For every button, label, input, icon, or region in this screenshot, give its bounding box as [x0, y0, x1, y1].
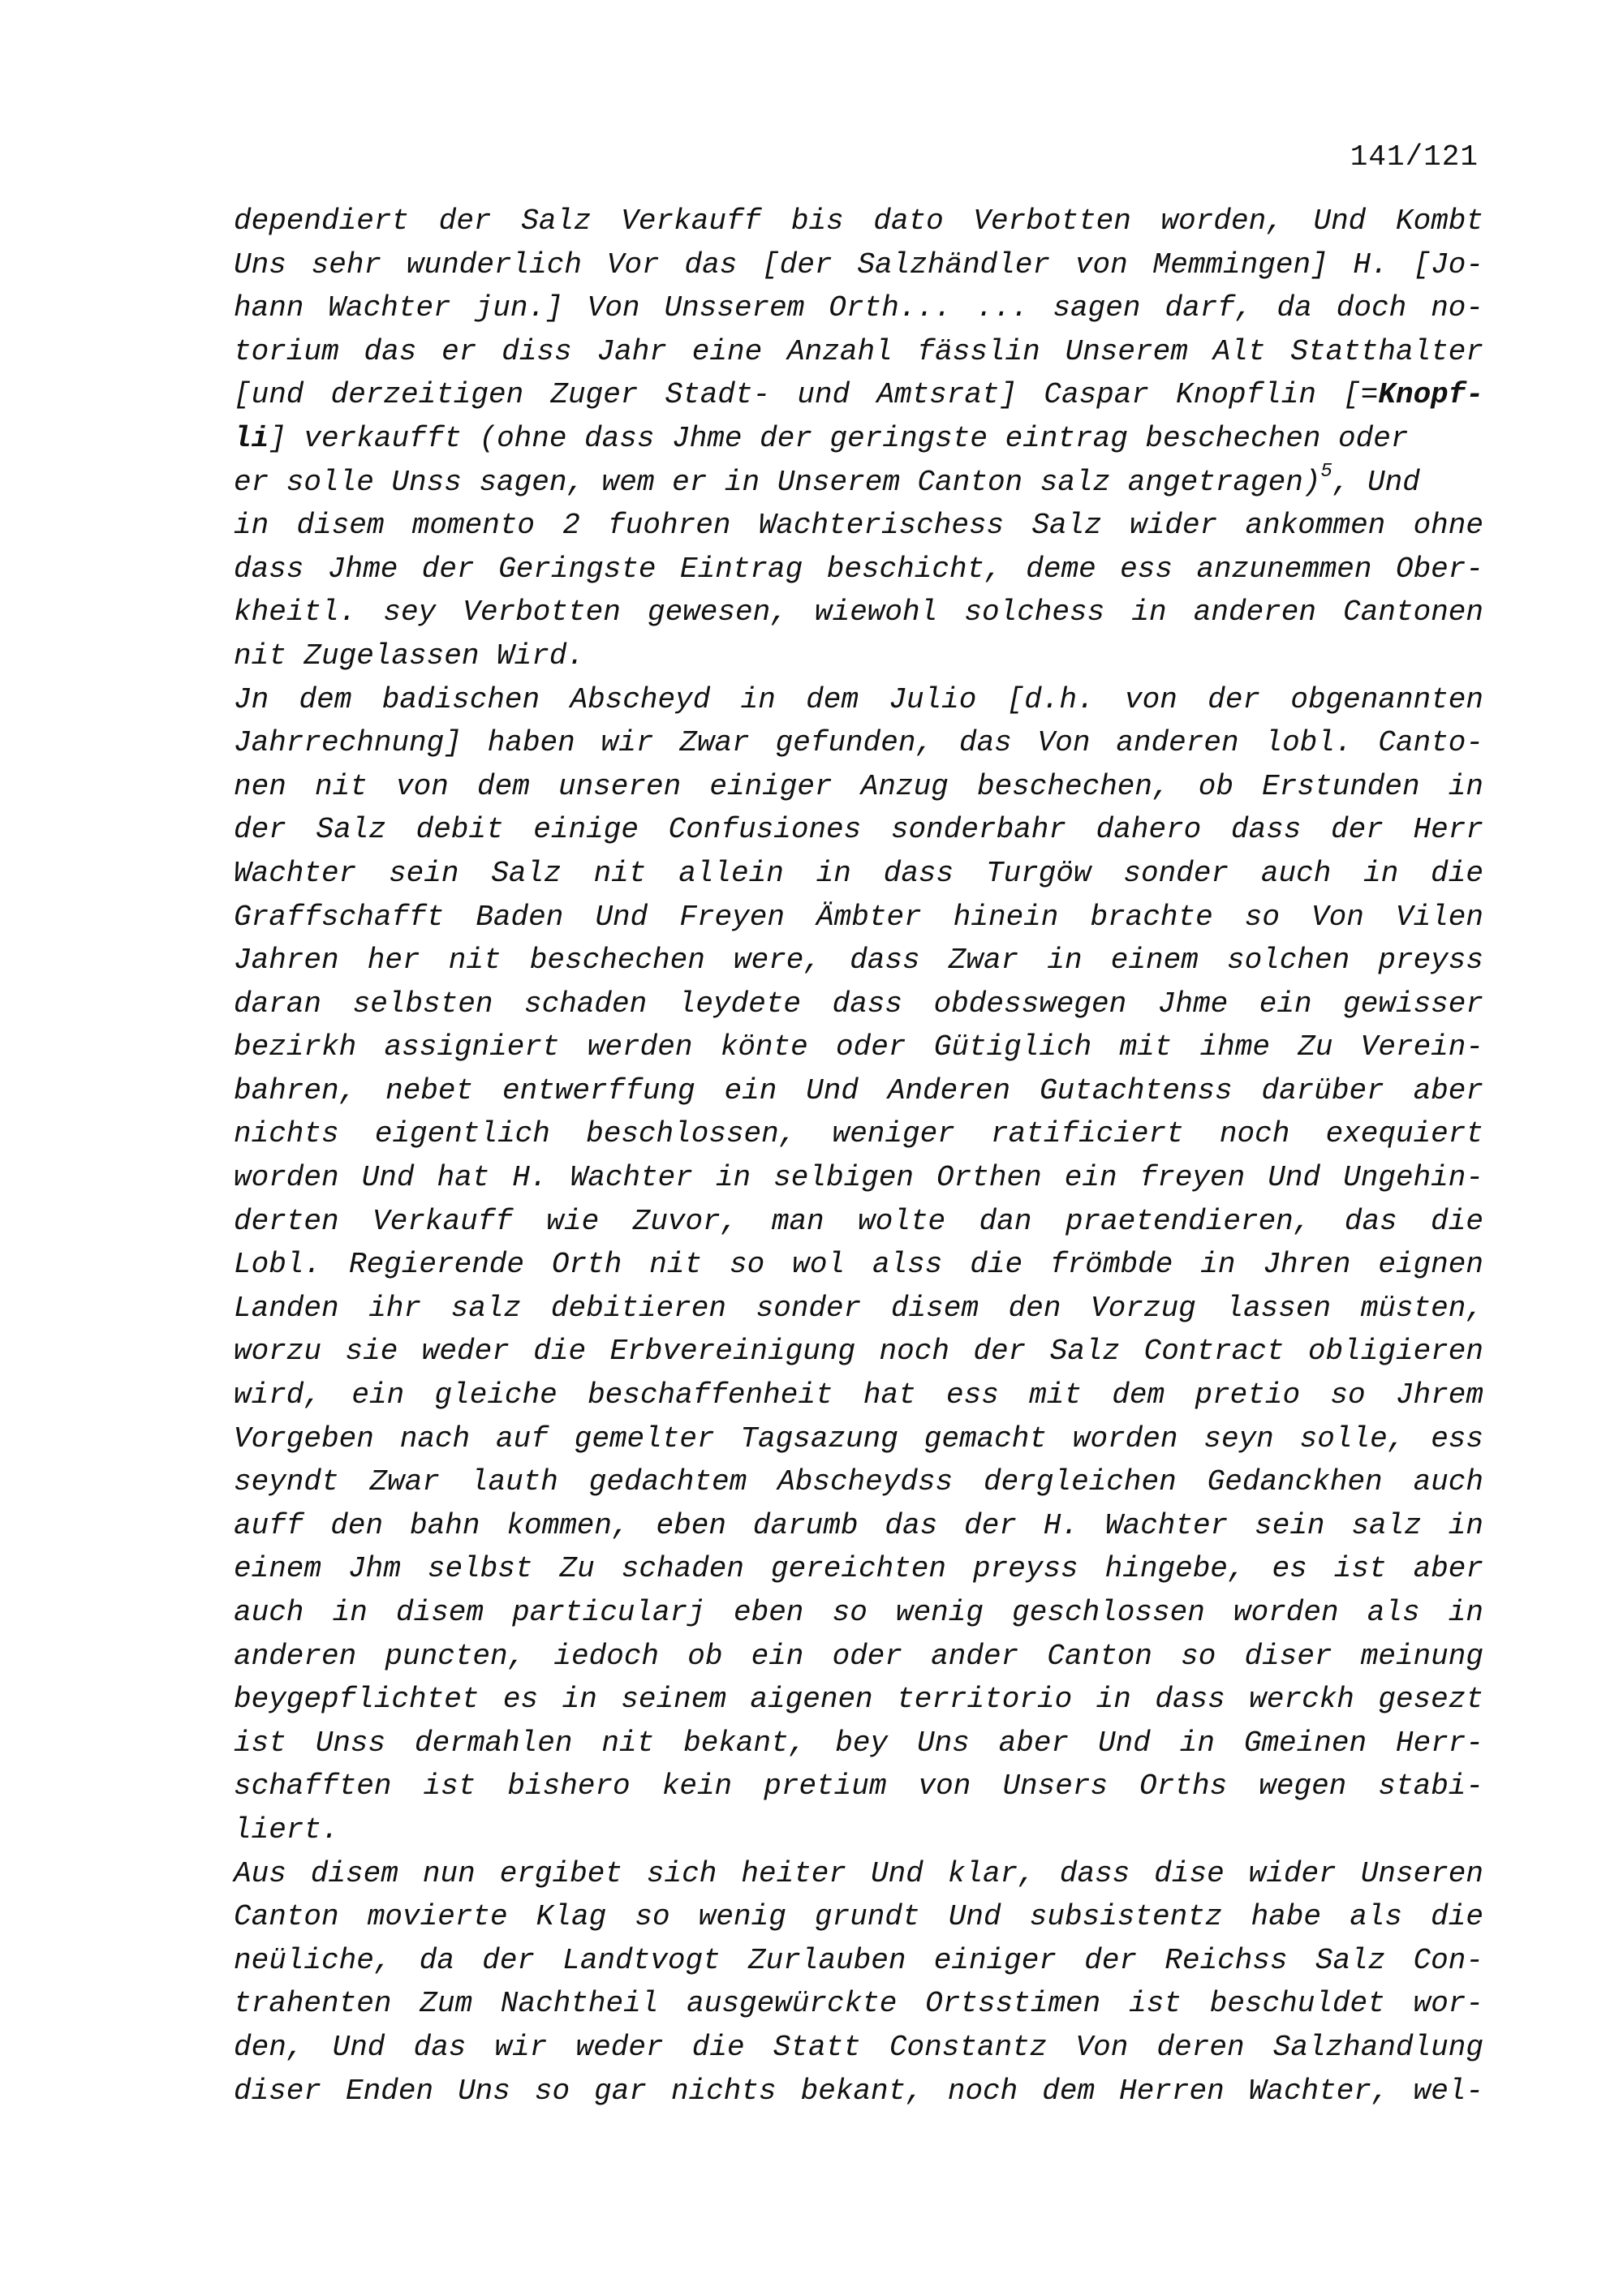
- text-line: schafften ist bishero kein pretium von Unsers Orths wegen stabi-: [234, 1769, 1483, 1804]
- text-line: Wachter sein Salz nit allein in dass Turgöw sonder auch in die: [234, 856, 1483, 890]
- text-line-part: , Und: [1332, 465, 1420, 499]
- text-line: Landen ihr salz debitieren sonder disem den Vorzug lassen müsten,: [234, 1291, 1483, 1325]
- text-line: torium das er diss Jahr eine Anzahl fässlin Unserem Alt Statthalter: [234, 334, 1483, 368]
- text-line: [234, 373, 1483, 417]
- text-line: Graffschafft Baden Und Freyen Ämbter hinein brachte so Von Vilen: [234, 900, 1483, 934]
- text-line-part: [und derzeitigen Zuger Stadt- und Amtsrat] Caspar Knopflin [=: [234, 378, 1379, 412]
- text-line-part: er solle Unss sagen, wem er in Unserem Canton salz angetragen): [234, 465, 1321, 499]
- text-line: anderen puncten, iedoch ob ein oder ander Canton so diser meinung: [234, 1639, 1483, 1673]
- bold-term: Knopf-: [1378, 378, 1483, 412]
- text-line: [234, 461, 1483, 505]
- page-number: 141/121: [1350, 140, 1479, 174]
- body-text: [234, 200, 1483, 2113]
- text-line: bezirkh assigniert werden könte oder Gütiglich mit ihme Zu Verein-: [234, 1030, 1483, 1064]
- text-line: wird, ein gleiche beschaffenheit hat ess mit dem pretio so Jhrem: [234, 1378, 1483, 1412]
- text-line: derten Verkauff wie Zuvor, man wolte dan praetendieren, das die: [234, 1204, 1483, 1238]
- text-line: Aus disem nun ergibet sich heiter Und klar, dass dise wider Unseren: [234, 1856, 1483, 1890]
- text-line: in disem momento 2 fuohren Wachterischess Salz wider ankommen ohne: [234, 509, 1483, 543]
- text-line: Lobl. Regierende Orth nit so wol alss die frömbde in Jhren eignen: [234, 1248, 1483, 1282]
- text-line: ist Unss dermahlen nit bekant, bey Uns aber Und in Gmeinen Herr-: [234, 1726, 1483, 1760]
- text-line: den, Und das wir weder die Statt Constantz Von deren Salzhandlung: [234, 2030, 1483, 2064]
- text-line: Vorgeben nach auf gemelter Tagsazung gemacht worden seyn solle, ess: [234, 1421, 1483, 1455]
- text-line-part: ] verkaufft (ohne dass Jhme der geringste eintrag beschechen oder: [269, 421, 1409, 455]
- bold-term: li: [234, 421, 269, 455]
- text-line: liert.: [234, 1812, 339, 1847]
- text-line: Uns sehr wunderlich Vor das [der Salzhändler von Memmingen] H. [Jo-: [234, 247, 1483, 282]
- text-line: trahenten Zum Nachtheil ausgewürckte Ortsstimen ist beschuldet wor-: [234, 1987, 1483, 2021]
- text-line: worden Und hat H. Wachter in selbigen Orthen ein freyen Und Ungehin-: [234, 1161, 1483, 1195]
- text-line: auff den bahn kommen, eben darumb das der H. Wachter sein salz in: [234, 1508, 1483, 1542]
- text-line: Jn dem badischen Abscheyd in dem Julio [d.h. von der obgenannten: [234, 682, 1483, 716]
- text-line: beygepflichtet es in seinem aigenen territorio in dass werckh gesezt: [234, 1683, 1483, 1717]
- text-line: neüliche, da der Landtvogt Zurlauben einiger der Reichss Salz Con-: [234, 1943, 1483, 1977]
- text-line: auch in disem particularj eben so wenig geschlossen worden als in: [234, 1596, 1483, 1629]
- text-line: daran selbsten schaden leydete dass obdesswegen Jhme ein gewisser: [234, 987, 1483, 1021]
- text-line: dependiert der Salz Verkauff bis dato Verbotten worden, Und Kombt: [234, 204, 1483, 238]
- text-line: dass Jhme der Geringste Eintrag beschicht, deme ess anzunemmen Ober-: [234, 552, 1483, 586]
- text-line: einem Jhm selbst Zu schaden gereichten preyss hingebe, es ist aber: [234, 1552, 1483, 1586]
- text-line: Jahren her nit beschechen were, dass Zwar in einem solchen preyss: [234, 944, 1483, 978]
- text-line: Canton movierte Klag so wenig grundt Und subsistentz habe als die: [234, 1900, 1483, 1934]
- text-line: hann Wachter jun.] Von Unsserem Orth... ... sagen darf, da doch no-: [234, 291, 1483, 325]
- text-line: der Salz debit einige Confusiones sonderbahr dahero dass der Herr: [234, 813, 1483, 847]
- text-line: worzu sie weder die Erbvereinigung noch der Salz Contract obligieren: [234, 1335, 1483, 1369]
- text-line: diser Enden Uns so gar nichts bekant, noch dem Herren Wachter, wel-: [234, 2074, 1483, 2108]
- text-line: [234, 417, 1483, 461]
- text-line: kheitl. sey Verbotten gewesen, wiewohl solchess in anderen Cantonen: [234, 595, 1483, 630]
- text-line: Jahrrechnung] haben wir Zwar gefunden, das Von anderen lobl. Canto-: [234, 726, 1483, 760]
- text-line: nit Zugelassen Wird.: [234, 638, 585, 673]
- text-line: nen nit von dem unseren einiger Anzug beschechen, ob Erstunden in: [234, 769, 1483, 803]
- text-line: seyndt Zwar lauth gedachtem Abscheydss dergleichen Gedanckhen auch: [234, 1465, 1483, 1499]
- footnote-marker: 5: [1320, 460, 1332, 483]
- text-line: nichts eigentlich beschlossen, weniger ratificiert noch exequiert: [234, 1117, 1483, 1151]
- text-line: bahren, nebet entwerffung ein Und Anderen Gutachtenss darüber aber: [234, 1073, 1483, 1107]
